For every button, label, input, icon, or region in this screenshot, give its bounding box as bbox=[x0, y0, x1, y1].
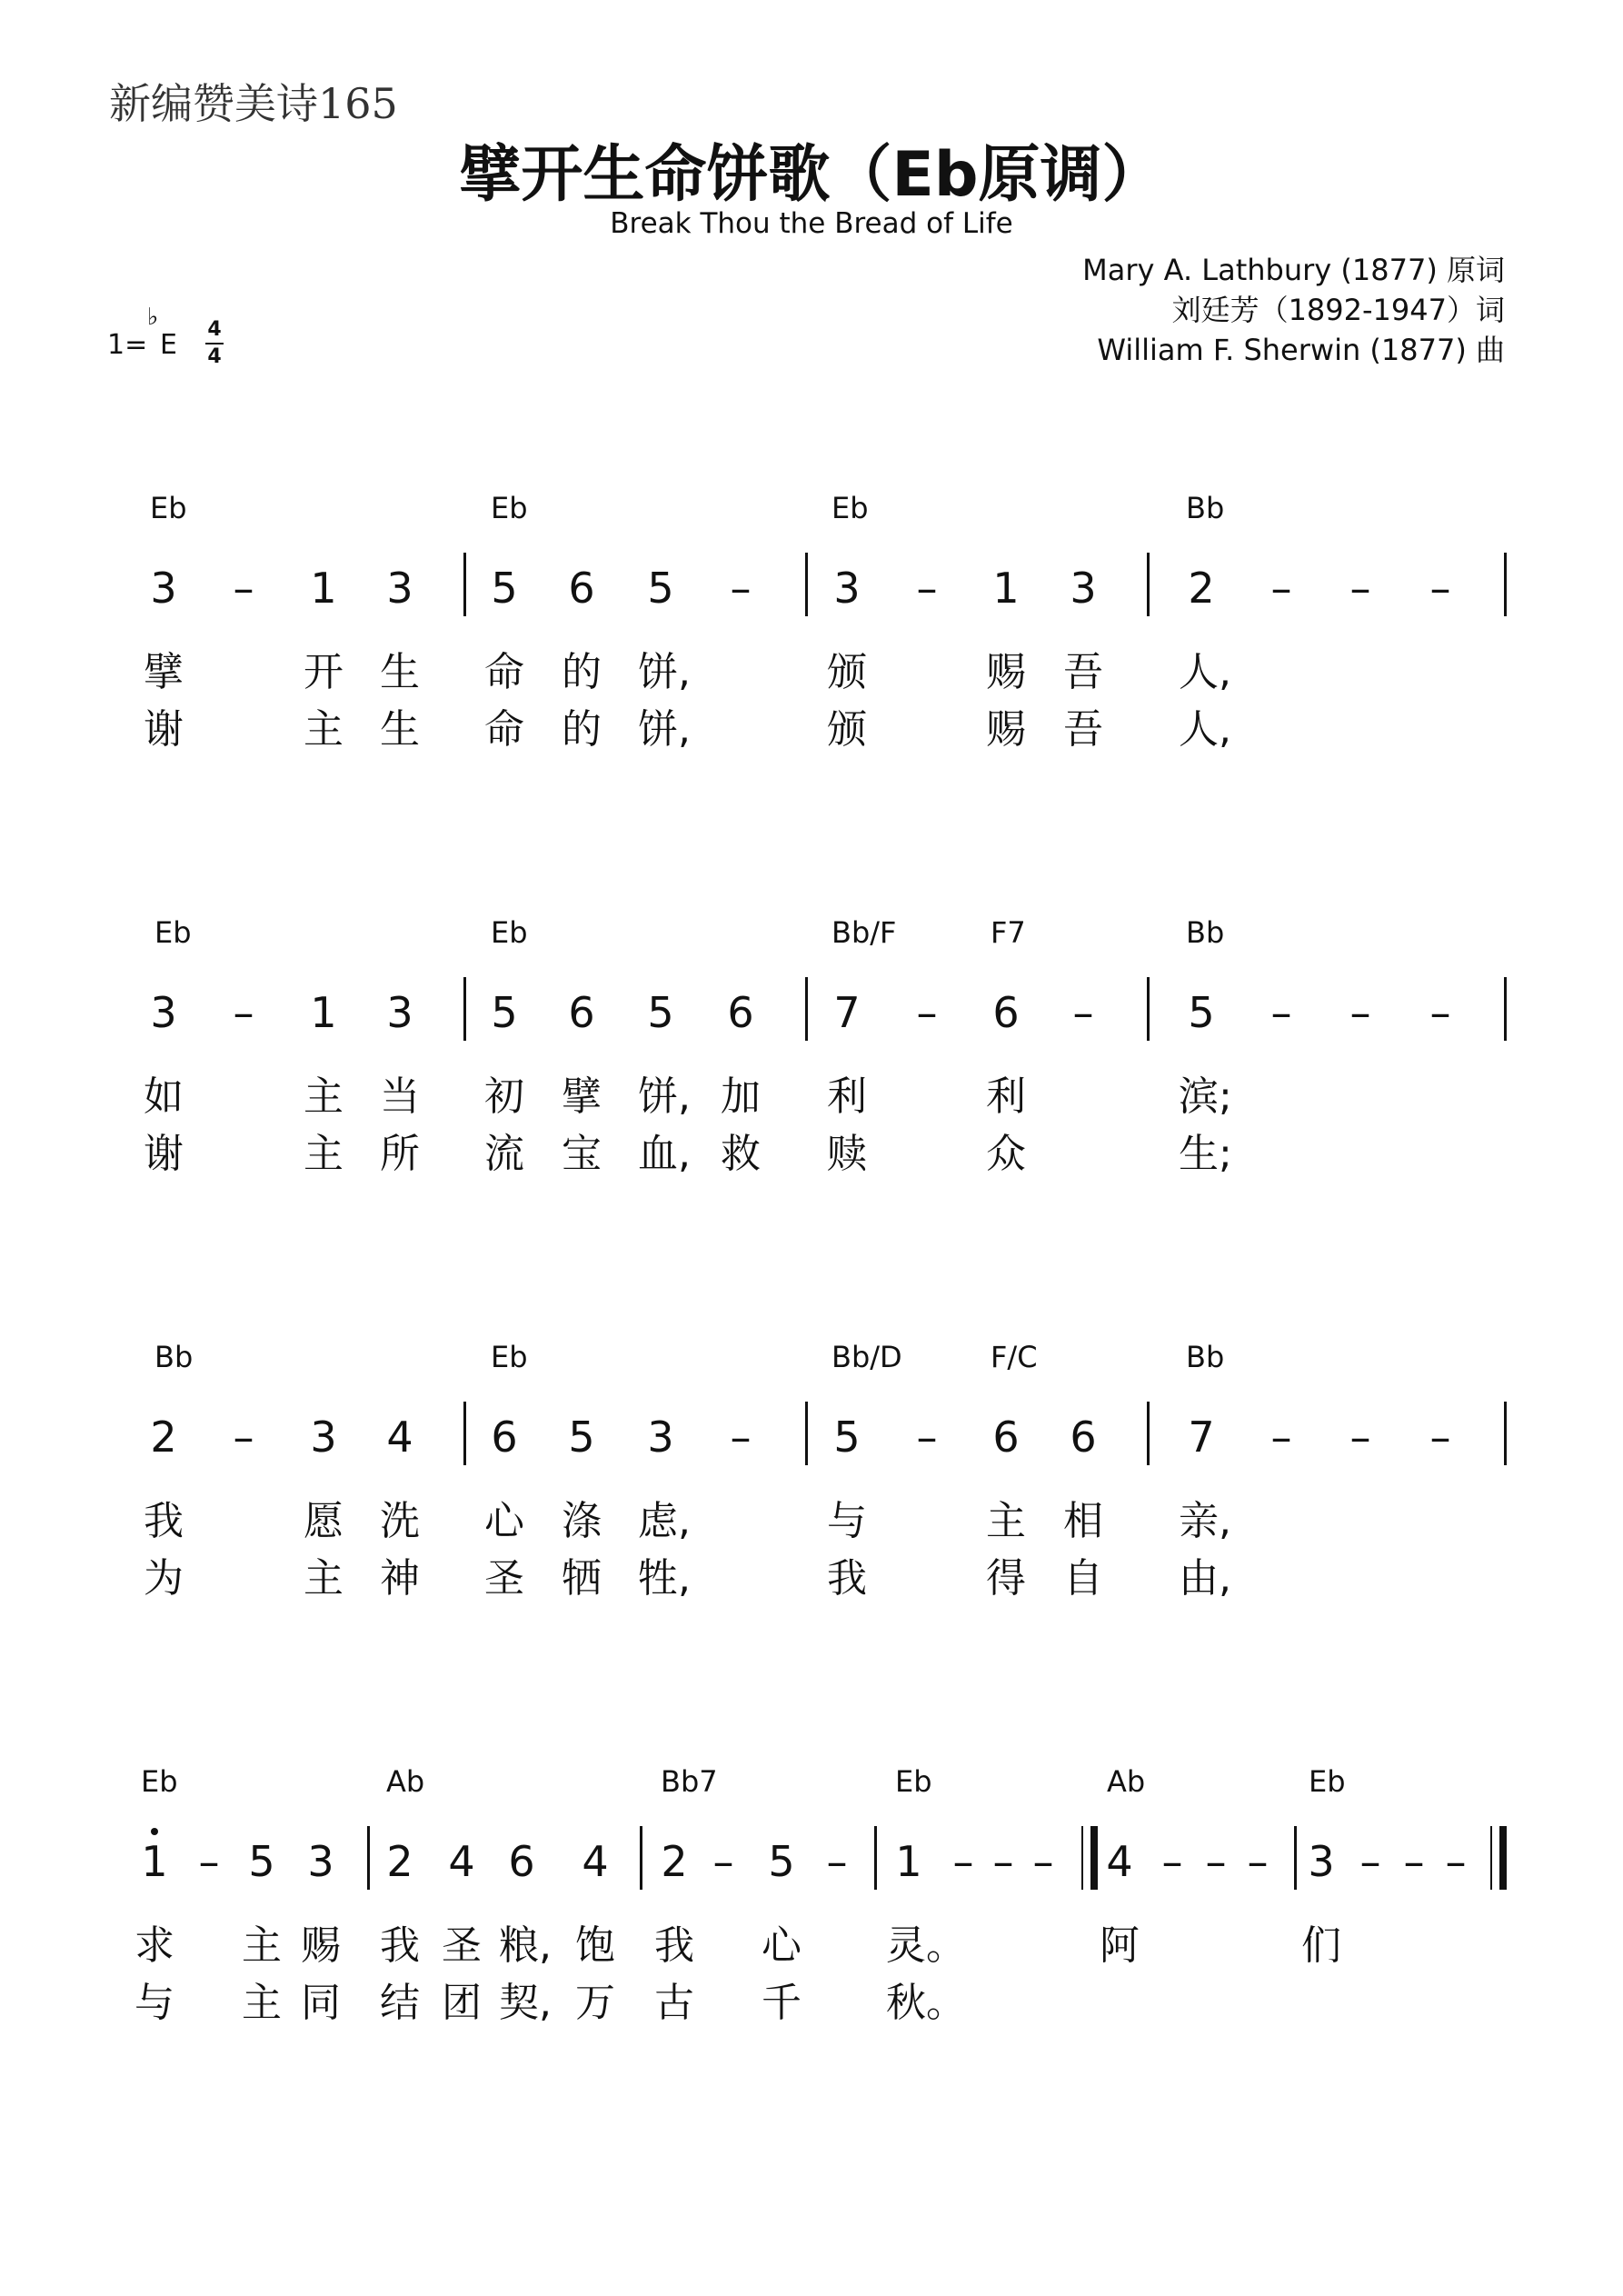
key-prefix: 1= bbox=[107, 329, 148, 361]
dash: – bbox=[916, 1413, 938, 1462]
chord-symbol: Bb bbox=[1186, 1340, 1225, 1374]
lyric: 团 bbox=[442, 1980, 482, 2026]
dash: – bbox=[952, 1837, 974, 1886]
lyric: 阿 bbox=[1100, 1922, 1140, 1969]
lyric: 心 bbox=[762, 1922, 802, 1969]
lyric: 谢 bbox=[144, 706, 184, 753]
barline bbox=[463, 553, 466, 616]
note: 5 bbox=[248, 1837, 275, 1886]
lyric: 虑, bbox=[638, 1498, 691, 1544]
lyric: 求 bbox=[134, 1922, 174, 1969]
lyric: 同 bbox=[301, 1980, 341, 2026]
lyric: 吾 bbox=[1063, 649, 1103, 695]
lyric: 滨; bbox=[1179, 1073, 1232, 1120]
lyric: 所 bbox=[380, 1131, 420, 1177]
dash: – bbox=[1429, 988, 1451, 1037]
chord-symbol: F7 bbox=[991, 915, 1026, 950]
lyric: 主 bbox=[242, 1980, 282, 2026]
lyric: 秋。 bbox=[886, 1980, 966, 2026]
barline bbox=[1504, 977, 1507, 1041]
barline bbox=[1294, 1826, 1297, 1890]
hymnal-number: 新编赞美诗165 bbox=[109, 79, 398, 128]
time-signature-top: 4 bbox=[207, 318, 222, 341]
lyric: 饱 bbox=[575, 1922, 615, 1969]
lyric: 们 bbox=[1301, 1922, 1341, 1969]
note: 7 bbox=[1188, 1413, 1215, 1462]
dash: – bbox=[1270, 1413, 1292, 1462]
note: 3 bbox=[307, 1837, 334, 1886]
barline bbox=[463, 1402, 466, 1465]
lyric: 粮, bbox=[499, 1922, 552, 1969]
dash: – bbox=[1429, 564, 1451, 613]
lyric: 赐 bbox=[301, 1922, 341, 1969]
lyric: 为 bbox=[144, 1555, 184, 1602]
note: 2 bbox=[386, 1837, 413, 1886]
dash: – bbox=[233, 988, 254, 1037]
lyric: 饼, bbox=[638, 1073, 691, 1120]
dash: – bbox=[1445, 1837, 1467, 1886]
chord-symbol: Bb bbox=[1186, 915, 1225, 950]
lyric: 由, bbox=[1179, 1555, 1231, 1602]
lyric: 众 bbox=[986, 1131, 1026, 1177]
lyric: 千 bbox=[762, 1980, 802, 2026]
note: 5 bbox=[491, 988, 518, 1037]
lyric: 当 bbox=[380, 1073, 420, 1120]
lyric: 与 bbox=[134, 1980, 174, 2026]
barline bbox=[1504, 553, 1507, 616]
lyric: 与 bbox=[827, 1498, 867, 1544]
lyric: 流 bbox=[484, 1131, 524, 1177]
note: 3 bbox=[386, 988, 413, 1037]
note: 2 bbox=[661, 1837, 688, 1886]
note: 5 bbox=[491, 564, 518, 613]
note: 3 bbox=[1308, 1837, 1335, 1886]
chord-symbol: Bb7 bbox=[661, 1764, 718, 1799]
lyric: 亲, bbox=[1179, 1498, 1231, 1544]
note: 4 bbox=[582, 1837, 609, 1886]
lyric: 自 bbox=[1063, 1555, 1103, 1602]
note: 6 bbox=[992, 988, 1020, 1037]
lyric: 生 bbox=[380, 706, 420, 753]
note: 3 bbox=[150, 988, 177, 1037]
lyric: 加 bbox=[721, 1073, 761, 1120]
lyric: 涤 bbox=[562, 1498, 602, 1544]
lyric: 圣 bbox=[484, 1555, 524, 1602]
lyric: 主 bbox=[986, 1498, 1026, 1544]
lyric: 洗 bbox=[380, 1498, 420, 1544]
lyric: 牺 bbox=[562, 1555, 602, 1602]
lyric: 擘 bbox=[562, 1073, 602, 1120]
chord-symbol: Ab bbox=[386, 1764, 425, 1799]
lyric: 赐 bbox=[986, 649, 1026, 695]
note: 1 bbox=[310, 564, 337, 613]
flat-sign: ♭ bbox=[147, 304, 159, 331]
lyric: 人, bbox=[1179, 706, 1231, 753]
note: 1 bbox=[310, 988, 337, 1037]
chord-symbol: Eb bbox=[141, 1764, 178, 1799]
lyric: 饼, bbox=[638, 706, 691, 753]
chord-symbol: Eb bbox=[1309, 1764, 1346, 1799]
barline bbox=[805, 977, 808, 1041]
note: 2 bbox=[1188, 564, 1215, 613]
note: 1 bbox=[895, 1837, 922, 1886]
dash: – bbox=[1349, 1413, 1371, 1462]
lyric: 利 bbox=[827, 1073, 867, 1120]
note: 4 bbox=[448, 1837, 475, 1886]
barline bbox=[874, 1826, 877, 1890]
lyric: 赎 bbox=[827, 1131, 867, 1177]
note: 5 bbox=[647, 564, 674, 613]
note: 6 bbox=[992, 1413, 1020, 1462]
dash: – bbox=[916, 564, 938, 613]
lyric: 颁 bbox=[827, 706, 867, 753]
octave-dot bbox=[151, 1828, 158, 1835]
chord-symbol: Bb/D bbox=[831, 1340, 902, 1374]
dash: – bbox=[1270, 988, 1292, 1037]
barline bbox=[805, 553, 808, 616]
note: 3 bbox=[150, 564, 177, 613]
lyric: 的 bbox=[562, 649, 602, 695]
dash: – bbox=[1349, 564, 1371, 613]
note: 6 bbox=[568, 988, 595, 1037]
barline bbox=[805, 1402, 808, 1465]
time-signature-line bbox=[205, 343, 224, 344]
lyric: 人, bbox=[1179, 649, 1231, 695]
lyric: 吾 bbox=[1063, 706, 1103, 753]
chord-symbol: Bb bbox=[1186, 491, 1225, 525]
lyric: 主 bbox=[304, 1555, 344, 1602]
lyric: 生; bbox=[1179, 1131, 1232, 1177]
dash: – bbox=[1161, 1837, 1183, 1886]
chord-symbol: Bb/F bbox=[831, 915, 897, 950]
chord-symbol: Eb bbox=[491, 491, 528, 525]
dash: – bbox=[1247, 1837, 1269, 1886]
dash: – bbox=[233, 1413, 254, 1462]
barline bbox=[1147, 553, 1150, 616]
dash: – bbox=[826, 1837, 848, 1886]
key-letter: E bbox=[160, 329, 177, 361]
note: 6 bbox=[568, 564, 595, 613]
barline bbox=[463, 977, 466, 1041]
lyric: 颁 bbox=[827, 649, 867, 695]
lyric: 赐 bbox=[986, 706, 1026, 753]
note: 3 bbox=[833, 564, 861, 613]
lyric: 主 bbox=[304, 1073, 344, 1120]
lyric: 灵。 bbox=[886, 1922, 966, 1969]
lyric: 初 bbox=[484, 1073, 524, 1120]
lyric: 的 bbox=[562, 706, 602, 753]
note: 7 bbox=[833, 988, 861, 1037]
note: 4 bbox=[1106, 1837, 1133, 1886]
lyric: 心 bbox=[484, 1498, 524, 1544]
note: 6 bbox=[1070, 1413, 1097, 1462]
lyric: 得 bbox=[986, 1555, 1026, 1602]
dash: – bbox=[198, 1837, 220, 1886]
dash: – bbox=[1349, 988, 1371, 1037]
dash: – bbox=[730, 564, 752, 613]
barline bbox=[1081, 1826, 1083, 1890]
note: 6 bbox=[491, 1413, 518, 1462]
lyric: 饼, bbox=[638, 649, 691, 695]
lyric: 我 bbox=[827, 1555, 867, 1602]
lyric: 命 bbox=[484, 706, 524, 753]
lyric: 救 bbox=[721, 1131, 761, 1177]
dash: – bbox=[1359, 1837, 1381, 1886]
dash: – bbox=[916, 988, 938, 1037]
lyric: 圣 bbox=[442, 1922, 482, 1969]
note: 3 bbox=[1070, 564, 1097, 613]
note: 5 bbox=[1188, 988, 1215, 1037]
time-signature-bottom: 4 bbox=[207, 345, 222, 368]
chord-symbol: Eb bbox=[491, 1340, 528, 1374]
chord-symbol: Ab bbox=[1107, 1764, 1146, 1799]
dash: – bbox=[1072, 988, 1094, 1037]
lyric: 利 bbox=[986, 1073, 1026, 1120]
chord-symbol: Eb bbox=[831, 491, 869, 525]
lyric: 万 bbox=[575, 1980, 615, 2026]
note: 5 bbox=[568, 1413, 595, 1462]
lyric: 谢 bbox=[144, 1131, 184, 1177]
dash: – bbox=[233, 564, 254, 613]
barline bbox=[1147, 1402, 1150, 1465]
lyric: 宝 bbox=[562, 1131, 602, 1177]
lyric: 我 bbox=[654, 1922, 694, 1969]
note: 1 bbox=[141, 1837, 168, 1886]
lyric: 契, bbox=[499, 1980, 552, 2026]
song-title: 擘开生命饼歌（Eb原调） bbox=[459, 139, 1164, 211]
lyric: 牲, bbox=[638, 1555, 691, 1602]
dash: – bbox=[1032, 1837, 1054, 1886]
lyric: 主 bbox=[304, 706, 344, 753]
dash: – bbox=[992, 1837, 1014, 1886]
barline bbox=[1147, 977, 1150, 1041]
dash: – bbox=[730, 1413, 752, 1462]
dash: – bbox=[1205, 1837, 1227, 1886]
song-subtitle: Break Thou the Bread of Life bbox=[610, 207, 1013, 240]
final-barline bbox=[1499, 1826, 1507, 1890]
barline bbox=[1504, 1402, 1507, 1465]
note: 2 bbox=[150, 1413, 177, 1462]
chord-symbol: Eb bbox=[154, 915, 192, 950]
lyric: 主 bbox=[242, 1922, 282, 1969]
note: 3 bbox=[647, 1413, 674, 1462]
lyric: 生 bbox=[380, 649, 420, 695]
composer-credit: William F. Sherwin (1877) 曲 bbox=[1097, 333, 1505, 367]
note: 5 bbox=[833, 1413, 861, 1462]
lyric: 愿 bbox=[304, 1498, 344, 1544]
lyric: 神 bbox=[380, 1555, 420, 1602]
note: 1 bbox=[992, 564, 1020, 613]
lyric: 命 bbox=[484, 649, 524, 695]
lyric: 相 bbox=[1063, 1498, 1103, 1544]
dash: – bbox=[712, 1837, 734, 1886]
lyric: 我 bbox=[380, 1922, 420, 1969]
dash: – bbox=[1270, 564, 1292, 613]
lyric: 结 bbox=[380, 1980, 420, 2026]
lyric: 如 bbox=[144, 1073, 184, 1120]
chord-symbol: Eb bbox=[895, 1764, 932, 1799]
note: 5 bbox=[768, 1837, 795, 1886]
chord-symbol: F/C bbox=[991, 1340, 1038, 1374]
note: 5 bbox=[647, 988, 674, 1037]
barline bbox=[640, 1826, 642, 1890]
lyric: 擘 bbox=[144, 649, 184, 695]
dash: – bbox=[1403, 1837, 1425, 1886]
chord-symbol: Eb bbox=[491, 915, 528, 950]
lyricist-original-credit: Mary A. Lathbury (1877) 原词 bbox=[1082, 253, 1505, 287]
lyric: 古 bbox=[654, 1980, 694, 2026]
barline bbox=[367, 1826, 370, 1890]
chord-symbol: Bb bbox=[154, 1340, 194, 1374]
lyricist-chinese-credit: 刘廷芳（1892-1947）词 bbox=[1171, 293, 1505, 327]
lyric: 血, bbox=[638, 1131, 691, 1177]
lyric: 开 bbox=[304, 649, 344, 695]
note: 3 bbox=[310, 1413, 337, 1462]
final-barline bbox=[1490, 1826, 1492, 1890]
note: 4 bbox=[386, 1413, 413, 1462]
note: 6 bbox=[508, 1837, 535, 1886]
note: 3 bbox=[386, 564, 413, 613]
lyric: 主 bbox=[304, 1131, 344, 1177]
dash: – bbox=[1429, 1413, 1451, 1462]
note: 6 bbox=[727, 988, 754, 1037]
barline bbox=[1090, 1826, 1098, 1890]
lyric: 我 bbox=[144, 1498, 184, 1544]
chord-symbol: Eb bbox=[150, 491, 187, 525]
